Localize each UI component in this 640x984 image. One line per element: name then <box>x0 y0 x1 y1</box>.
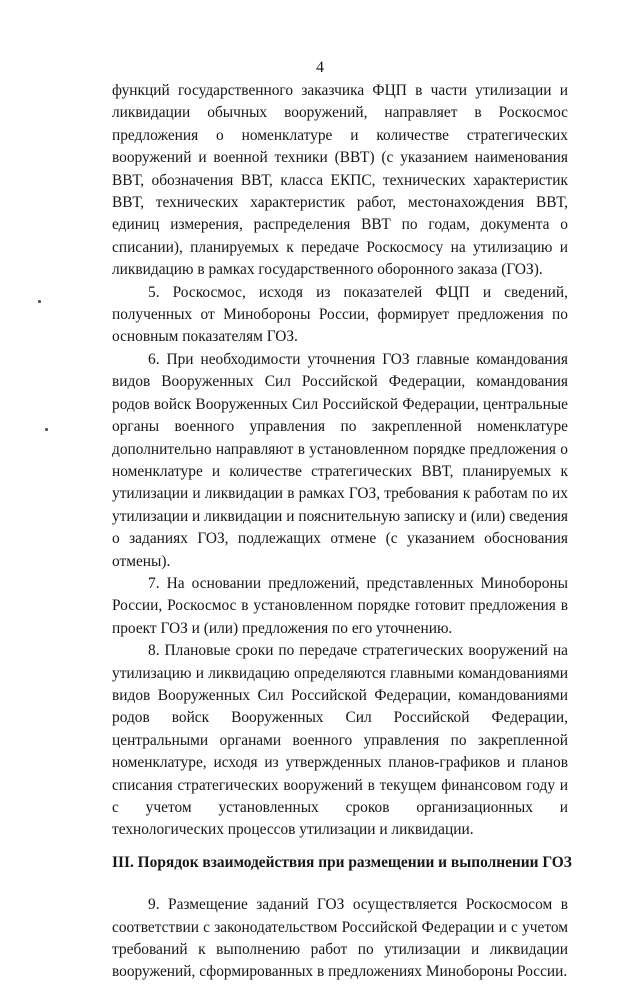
margin-mark <box>45 428 48 431</box>
margin-mark <box>38 300 41 303</box>
page-number: 4 <box>316 59 324 76</box>
paragraph-8: 8. Плановые сроки по передаче стратегических вооружений на утилизацию и ликвидацию определяются главными командованиями видов Вооруженных Сил Российской Федерации, командованиями родов войск Вооруженных Сил Российской Федерации, центральными органами военного управления по закрепленной номенклатуре, исходя из утвержденных планов-графиков и планов списания стратегических вооружений в текущем финансовом году и с учетом установленных сроков организационных и технологических процессов утилизации и ликвидации. <box>112 642 568 839</box>
paragraph-7: 7. На основании предложений, представленных Минобороны России, Роскосмос в установленном порядке готовит предложения в проект ГОЗ и (или) предложения по его уточнению. <box>112 574 568 637</box>
paragraph-6: 6. При необходимости уточнения ГОЗ главные командования видов Вооруженных Сил Российской Федерации, командования родов войск Вооруженных Сил Российской Федерации, центральные органы военного управления по закрепленной номенклатуре дополнительно направляют в установленном порядке предложения о номенклатуре и количестве стратегических ВВТ, планируемых к утилизации и ликвидации в рамках ГОЗ, требования к работам по их утилизации и ликвидации и пояснительную записку и (или) сведения о заданиях ГОЗ, подлежащих отмене (с указанием обоснования отмены). <box>112 350 568 570</box>
document-body <box>112 80 572 984</box>
paragraph-9: 9. Размещение заданий ГОЗ осуществляется Роскосмосом в соответствии с законодательством Российской Федерации и с учетом требований к выполнению работ по утилизации и ликвидации вооружений, сформированных в предложениях Минобороны России. <box>112 896 568 981</box>
section-heading: III. Порядок взаимодействия при размещении и выполнении ГОЗ <box>112 853 572 871</box>
paragraph-5: 5. Роскосмос, исходя из показателей ФЦП и сведений, полученных от Минобороны России, формирует предложения по основным показателям ГОЗ. <box>112 283 568 346</box>
paragraph-continuation: функций государственного заказчика ФЦП в части утилизации и ликвидации обычных вооружений, направляет в Роскосмос предложения о номенклатуре и количестве стратегических вооружений и военной техники (ВВТ) (с указанием наименования ВВТ, обозначения ВВТ, класса ЕКПС, технических характеристик ВВТ, технических характеристик работ, местонахождения ВВТ, единиц измерения, распределения ВВТ по годам, документа о списании), планируемых к передаче Роскосмосу на утилизацию и ликвидацию в рамках государственного оборонного заказа (ГОЗ). <box>112 82 568 279</box>
